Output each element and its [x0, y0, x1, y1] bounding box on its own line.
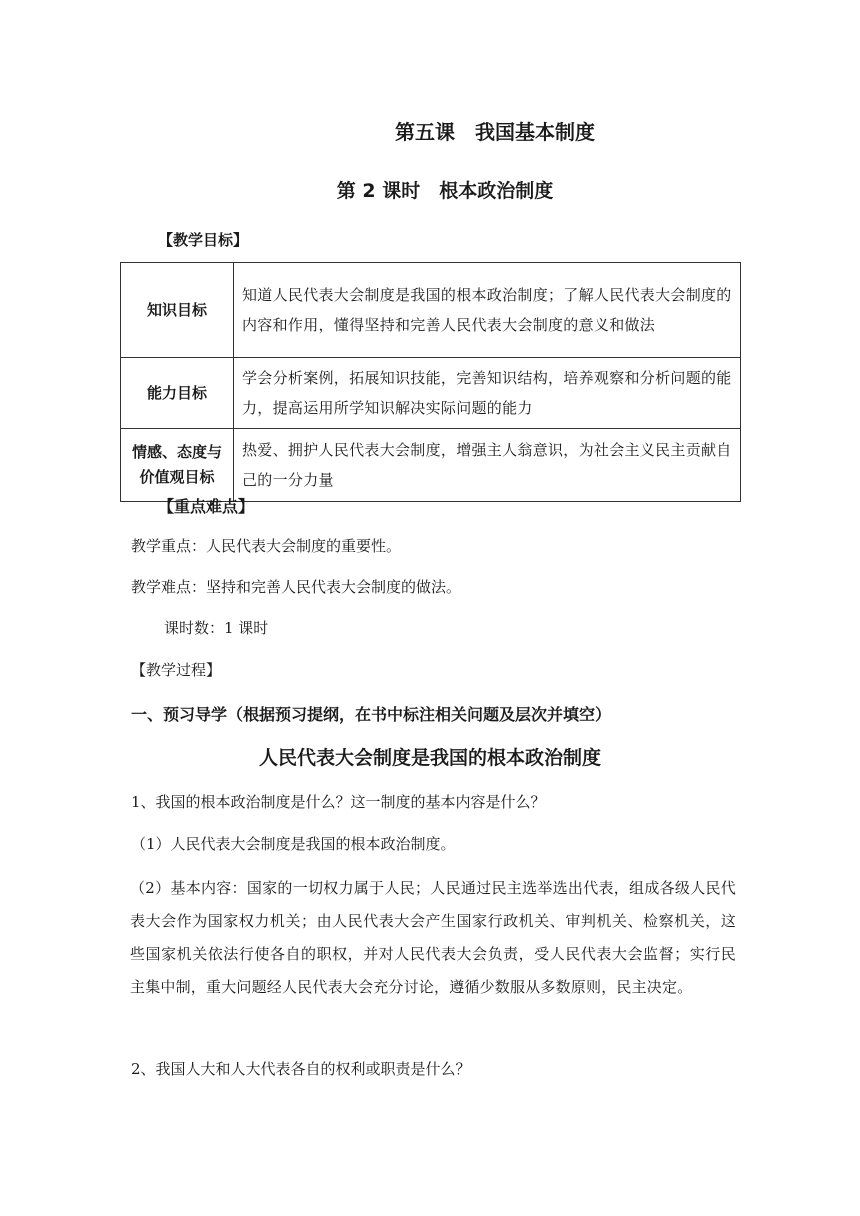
- objective-text-ability: 学会分析案例，拓展知识技能，完善知识结构，培养观察和分析问题的能力，提高运用所学知识解决实际问题的能力: [234, 358, 741, 429]
- section1-center-heading: 人民代表大会制度是我国的根本政治制度: [258, 747, 601, 769]
- objective-label-values-line2: 价值观目标: [139, 468, 215, 486]
- period-title: 第 2 课时 根本政治制度: [336, 180, 554, 202]
- objective-label-knowledge: 知识目标: [121, 263, 234, 358]
- class-hours: 课时数：1 课时: [164, 619, 269, 637]
- question-2: 2、我国人大和人大代表各自的权利或职责是什么？: [131, 1060, 471, 1078]
- key-point: 教学重点：人民代表大会制度的重要性。: [131, 537, 402, 555]
- table-row: [121, 263, 741, 358]
- answer-1-2: （2）基本内容：国家的一切权力属于人民；人民通过民主选举选出代表，组成各级人民代表大会作为国家权力机关；由人民代表大会产生国家行政机关、审判机关、检察机关，这些国家机关依法行使各自的职权，并对人民代表大会负责，受人民代表大会监督；实行民主集中制，重大问题经人民代表大会充分讨论，遵循少数服从多数原则，民主决定。: [130, 879, 736, 996]
- process-heading: 【教学过程】: [131, 661, 222, 679]
- question-1: 1、我国的根本政治制度是什么？这一制度的基本内容是什么？: [131, 793, 546, 811]
- objective-text-values: 热爱、拥护人民代表大会制度，增强主人翁意识，为社会主义民主贡献自己的一分力量: [234, 429, 741, 502]
- objective-text-knowledge: 知道人民代表大会制度是我国的根本政治制度；了解人民代表大会制度的内容和作用，懂得坚持和完善人民代表大会制度的意义和做法: [234, 263, 741, 358]
- difficulty: 教学难点：坚持和完善人民代表大会制度的做法。: [131, 578, 462, 596]
- objective-label-values-line1: 情感、态度与: [131, 443, 222, 461]
- objectives-heading: 【教学目标】: [158, 231, 249, 249]
- key-points-heading: 【重点难点】: [158, 497, 255, 516]
- table-row: [121, 429, 741, 502]
- lesson-title: 第五课 我国基本制度: [395, 120, 595, 144]
- objective-label-ability: 能力目标: [121, 358, 234, 429]
- answer-1-1: （1）人民代表大会制度是我国的根本政治制度。: [131, 835, 456, 853]
- table-row: [121, 358, 741, 429]
- section1-heading: 一、预习导学（根据预习提纲，在书中标注相关问题及层次并填空）: [131, 705, 612, 724]
- objective-label-values: [121, 429, 234, 502]
- objectives-table: [120, 262, 741, 502]
